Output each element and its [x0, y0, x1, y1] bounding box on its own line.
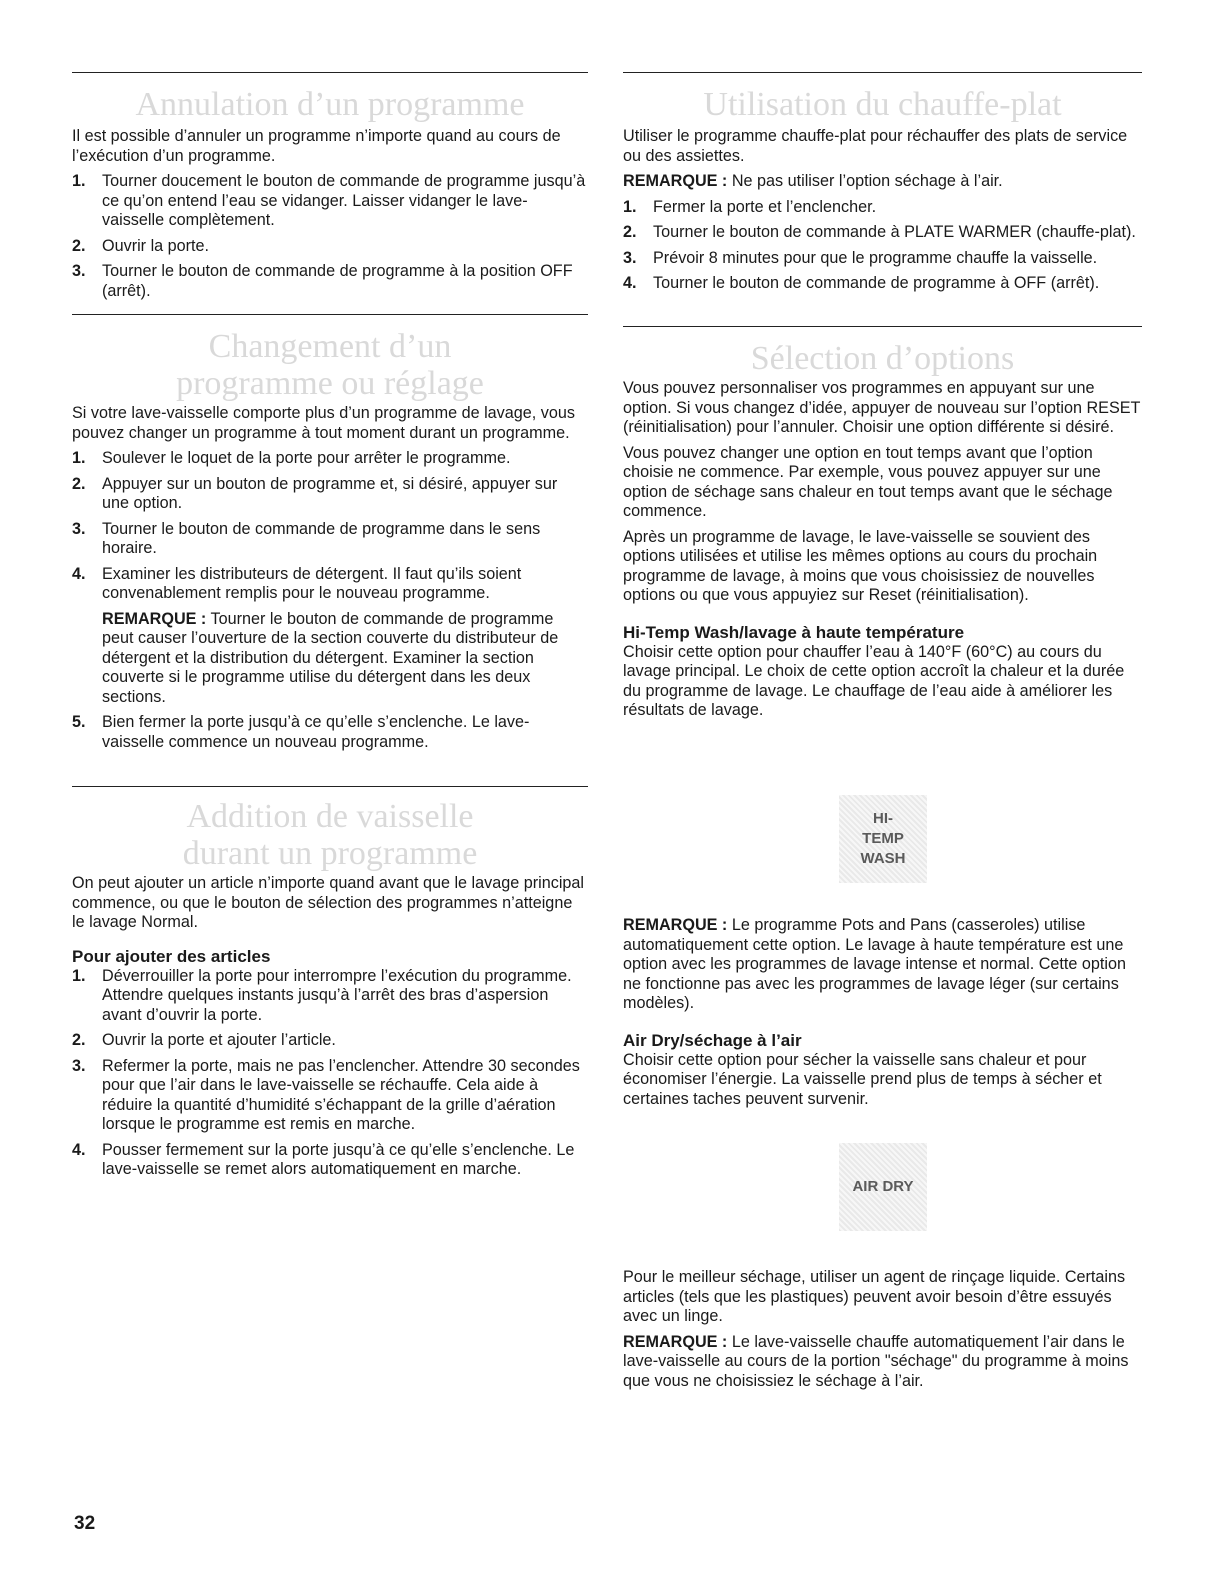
list-item: 2. Appuyer sur un bouton de programme et, si désiré, appuyer sur une option.	[72, 474, 558, 512]
section-options-end	[623, 1268, 1142, 1391]
top-rule-left	[72, 72, 588, 73]
list-item: 4. Tourner le bouton de commande de programme à OFF (arrêt).	[623, 274, 1100, 292]
section-title: Changement d’un programme ou réglage	[176, 328, 484, 402]
divider	[72, 314, 588, 315]
intro-text: Utiliser le programme chauffe-plat pour réchauffer des plats de service ou des assiettes.	[623, 127, 1128, 165]
section-title: Utilisation du chauffe-plat	[703, 86, 1062, 123]
list-item: 1. Déverrouiller la porte pour interrompre l’exécution du programme. Attendre quelques instants jusqu’à l’arrêt des bras d’aspersion avant d’ouvrir la porte.	[72, 966, 572, 1024]
note: REMARQUE : Le programme Pots and Pans (casseroles) utilise automatiquement cette option. Le lavage à haute température est une option avec les programmes de lavage intense et normal. Cette option ne fonctionne pas avec les programmes de lavage léger (sur certains modèles).	[623, 916, 1126, 1012]
steps-list	[72, 172, 588, 301]
hi-temp-wash-button-image: HI- TEMP WASH	[839, 795, 927, 883]
steps-list	[72, 449, 588, 752]
list-item: 5. Bien fermer la porte jusqu’à ce qu’elle s’enclenche. Le lave-vaisselle commence un nouveau programme.	[72, 713, 530, 751]
list-item: 2. Tourner le bouton de commande à PLATE WARMER (chauffe-plat).	[623, 223, 1136, 241]
section-title: Addition de vaisselle durant un programme	[182, 798, 478, 872]
paragraph: Après un programme de lavage, le lave-vaisselle se souvient des options utilisées et utilise les mêmes options au cours du prochain programme de lavage, à moins que vous choisissiez de nouvelles options ou que vous appuyiez sur Reset (réinitialisation).	[623, 527, 1098, 604]
steps-list	[623, 198, 1142, 294]
section-title: Sélection d’options	[750, 340, 1015, 377]
list-item: 1. Soulever le loquet de la porte pour arrêter le programme.	[72, 449, 511, 467]
divider	[72, 786, 588, 787]
intro-text: Il est possible d’annuler un programme n’importe quand au cours de l’exécution d’un programme.	[72, 127, 561, 165]
section-addition	[72, 798, 588, 1186]
section-title: Annulation d’un programme	[135, 86, 525, 123]
note: REMARQUE : Le lave-vaisselle chauffe automatiquement l’air dans le lave-vaisselle au cours de la portion "séchage" du programme à moins que vous ne choisissiez le séchage à l’air.	[623, 1332, 1129, 1390]
list-item: 4. Pousser fermement sur la porte jusqu’à ce qu’elle s’enclenche. Le lave-vaisselle se remet alors automatiquement en marche.	[72, 1140, 575, 1178]
section-options	[623, 340, 1142, 721]
note: REMARQUE : Ne pas utiliser l’option séchage à l’air.	[623, 172, 1003, 190]
subheading-hi-temp: Hi-Temp Wash/lavage à haute température	[623, 622, 965, 642]
intro-text: On peut ajouter un article n’importe quand avant que le lavage principal commence, ou que le bouton de sélection des programmes n’atteigne le lavage Normal.	[72, 874, 585, 931]
list-item: 2. Ouvrir la porte et ajouter l’article.	[72, 1031, 336, 1049]
paragraph: Choisir cette option pour sécher la vaisselle sans chaleur et pour économiser l’énergie. La vaisselle prend plus de temps à sécher et certaines taches peuvent survenir.	[623, 1050, 1102, 1108]
list-item: 3. Prévoir 8 minutes pour que le programme chauffe la vaisselle.	[623, 248, 1098, 267]
air-dry-button-image: AIR DRY	[839, 1143, 927, 1231]
list-item: 3. Tourner le bouton de commande de programme dans le sens horaire.	[72, 519, 541, 557]
top-rule-right	[623, 72, 1142, 73]
list-item: 4. Examiner les distributeurs de détergent. Il faut qu’ils soient convenablement remplis pour le nouveau programme. REMARQUE : Tourner le bouton de commande de programme peut causer l’ouverture de la section couverte du distributeur de détergent et la distribution du détergent. Examiner la section couverte si le programme utilise du détergent dans les deux sections.	[72, 565, 588, 708]
section-changement	[72, 328, 588, 758]
list-item: 1. Fermer la porte et l’enclencher.	[623, 197, 877, 216]
section-chauffe-plat	[623, 86, 1142, 300]
list-item: 3. Refermer la porte, mais ne pas l’enclencher. Attendre 30 secondes pour que l’air dans le lave-vaisselle se réchauffe. Cela aide à réduire la quantité d’humidité s’échappant de la grille d’aération lorsque le programme est remis en marche.	[72, 1056, 580, 1133]
section-options-cont	[623, 916, 1142, 1109]
subheading-air-dry: Air Dry/séchage à l’air	[623, 1030, 802, 1050]
paragraph: Choisir cette option pour chauffer l’eau à 140°F (60°C) au cours du lavage principal. Le choix de cette option accroît la chaleur et la durée du programme de lavage. Le chauffage de l’eau aide à améliorer les résultats de lavage.	[623, 642, 1125, 719]
subheading: Pour ajouter des articles	[72, 946, 271, 966]
list-item: 2. Ouvrir la porte.	[72, 236, 210, 255]
list-item: 1. Tourner doucement le bouton de commande de programme jusqu’à ce qu’on entend l’eau se vidanger. Laisser vidanger le lave-vaisselle complètement.	[72, 172, 586, 229]
page-number: 32	[74, 1513, 96, 1534]
list-item: 3. Tourner le bouton de commande de programme à la position OFF (arrêt).	[72, 262, 573, 300]
section-annulation	[72, 86, 588, 307]
steps-list	[72, 967, 588, 1180]
paragraph: Vous pouvez changer une option en tout temps avant que l’option choisie ne commence. Par exemple, vous pouvez appuyer sur une option de séchage sans chaleur en tout temps avant que le séchage commence.	[623, 443, 1113, 520]
intro-text: Si votre lave-vaisselle comporte plus d’un programme de lavage, vous pouvez changer un programme à tout moment durant un programme.	[72, 404, 575, 442]
paragraph: Vous pouvez personnaliser vos programmes en appuyant sur une option. Si vous changez d’idée, appuyer de nouveau sur l’option RESET (réinitialisation) pour l’annuler. Choisir une option différente si désiré.	[623, 379, 1141, 436]
paragraph: Pour le meilleur séchage, utiliser un agent de rinçage liquide. Certains articles (tels que les plastiques) peuvent avoir besoin d’être essuyés avec un linge.	[623, 1268, 1126, 1325]
note: REMARQUE : Tourner le bouton de commande de programme peut causer l’ouverture de la section couverte du distributeur de détergent et la distribution du détergent. Examiner la section couverte si le programme utilise du détergent dans les deux sections.	[102, 609, 559, 706]
divider	[623, 326, 1142, 327]
